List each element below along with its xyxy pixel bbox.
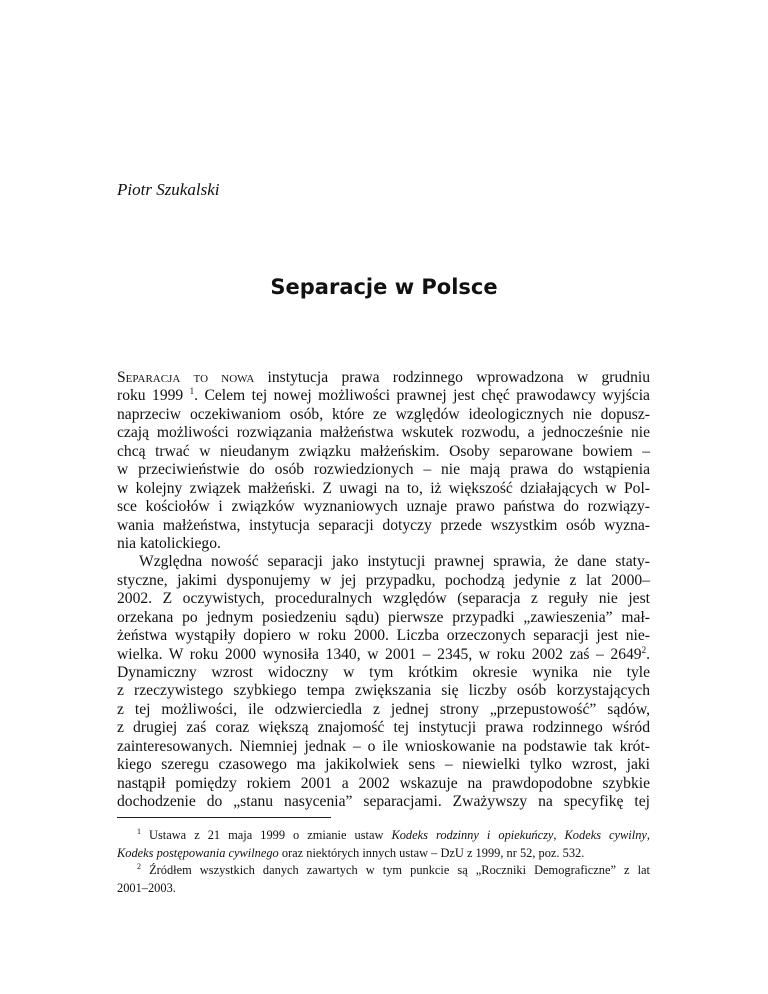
footnote-ref-1[interactable]: 1 — [189, 386, 195, 397]
text-line: kiego szeregu czasowego ma jakikolwiek sens – niewielki tylko wzrost, jaki — [117, 756, 650, 774]
body-text — [117, 369, 650, 812]
text-line: wania małżeństwa, instytucja separacji dotyczy przede wszystkim osób wyzna- — [117, 516, 650, 534]
text-line: w kolejny związek małżeński. Z uwagi na to, iż większość działających w Pol- — [117, 479, 650, 497]
text-line: z drugiej zaś coraz większą znajomość tej instytucji prawa rodzinnego wśród — [117, 719, 650, 737]
footnote-separator — [117, 817, 331, 818]
text-line: czają możliwości rozwiązania małżeństwa wskutek rozwodu, a jednocześnie nie — [117, 424, 650, 442]
text-line: roku 1999 $^1$. Celem tej nowej możliwości prawnej jest chęć prawodawcy wyjścia — [117, 386, 650, 405]
text-line: Separacja to nowa instytucja prawa rodzinnego wprowadzona w grudniu — [117, 369, 650, 386]
text-line: zainteresowanych. Niemniej jednak – o ile wnioskowanie na podstawie tak krót- — [117, 737, 650, 755]
text-line: dochodzenie do „stanu nasycenia” separacjami. Zważywszy na specyfikę tej — [117, 793, 650, 811]
text-line: naprzeciw oczekiwaniom osób, które ze względów ideologicznych nie dopusz- — [117, 405, 650, 423]
text-line: w przeciwieństwie do osób rozwiedzionych – nie mają prawa do wstąpienia — [117, 461, 650, 479]
text-line: orzekana po jednym posiedzeniu sądu) pierwsze przypadki „zawieszenia” mał- — [117, 608, 650, 626]
chapter-title: Separacje w Polsce — [270, 275, 498, 299]
text-line: Względna nowość separacji jako instytucji prawnej sprawia, że dane staty- — [139, 553, 650, 571]
author-name: Piotr Szukalski — [117, 180, 220, 199]
text-line: żeństwa wystąpiły dopiero w roku 2000. Liczba orzeczonych separacji jest nie- — [117, 627, 650, 645]
footnote-ref-2[interactable]: 2 — [641, 644, 647, 655]
text-line: styczne, jakimi dysponujemy w jej przypadku, pochodzą jedynie z lat 2000– — [117, 571, 650, 589]
text-line: sce kościołów i związków wyznaniowych uznaje prawo państwa do rozwiązy- — [117, 498, 650, 516]
footnote-1: $^1$ Ustawa z 21 maja 1999 o zmianie ustaw Kodeks rodzinny i opiekuńczy, Kodeks cywilny, — [137, 827, 651, 842]
footnote-1-cont: Kodeks postępowania cywilnego oraz niektórych innych ustaw – DzU z 1999, nr 52, poz. 532. — [117, 845, 585, 860]
text-line: chcą trwać w nieudanym związku małżeńskim. Osoby separowane bowiem – — [117, 442, 650, 460]
text-line: z rzeczywistego szybkiego tempa zwiększania się liczby osób korzystających — [117, 682, 650, 700]
text-line: nia katolickiego. — [117, 534, 221, 552]
footnotes — [117, 827, 650, 897]
text-line: 2002. Z oczywistych, proceduralnych względów (separacja z reguły nie jest — [117, 590, 650, 608]
footnote-2: $^2$ Źródłem wszystkich danych zawartych w tym punkcie są „Roczniki Demograficzne” z lat — [137, 862, 650, 877]
text-line: wielka. W roku 2000 wynosiła 1340, w 2001 – 2345, w roku 2002 zaś – 2649$^2$. — [117, 644, 650, 663]
small-caps-lead: Separacja to nowa — [117, 369, 255, 386]
text-line: z tej możliwości, ile odzwierciedla z jednej strony „przepustowość” sądów, — [117, 700, 650, 718]
text-line: nastąpił pomiędzy rokiem 2001 a 2002 wskazuje na prawdopodobne szybkie — [117, 774, 650, 792]
text-line: Dynamiczny wzrost widoczny w tym krótkim okresie wynika nie tyle — [117, 664, 650, 681]
footnote-2-cont: 2001–2003. — [117, 880, 176, 895]
